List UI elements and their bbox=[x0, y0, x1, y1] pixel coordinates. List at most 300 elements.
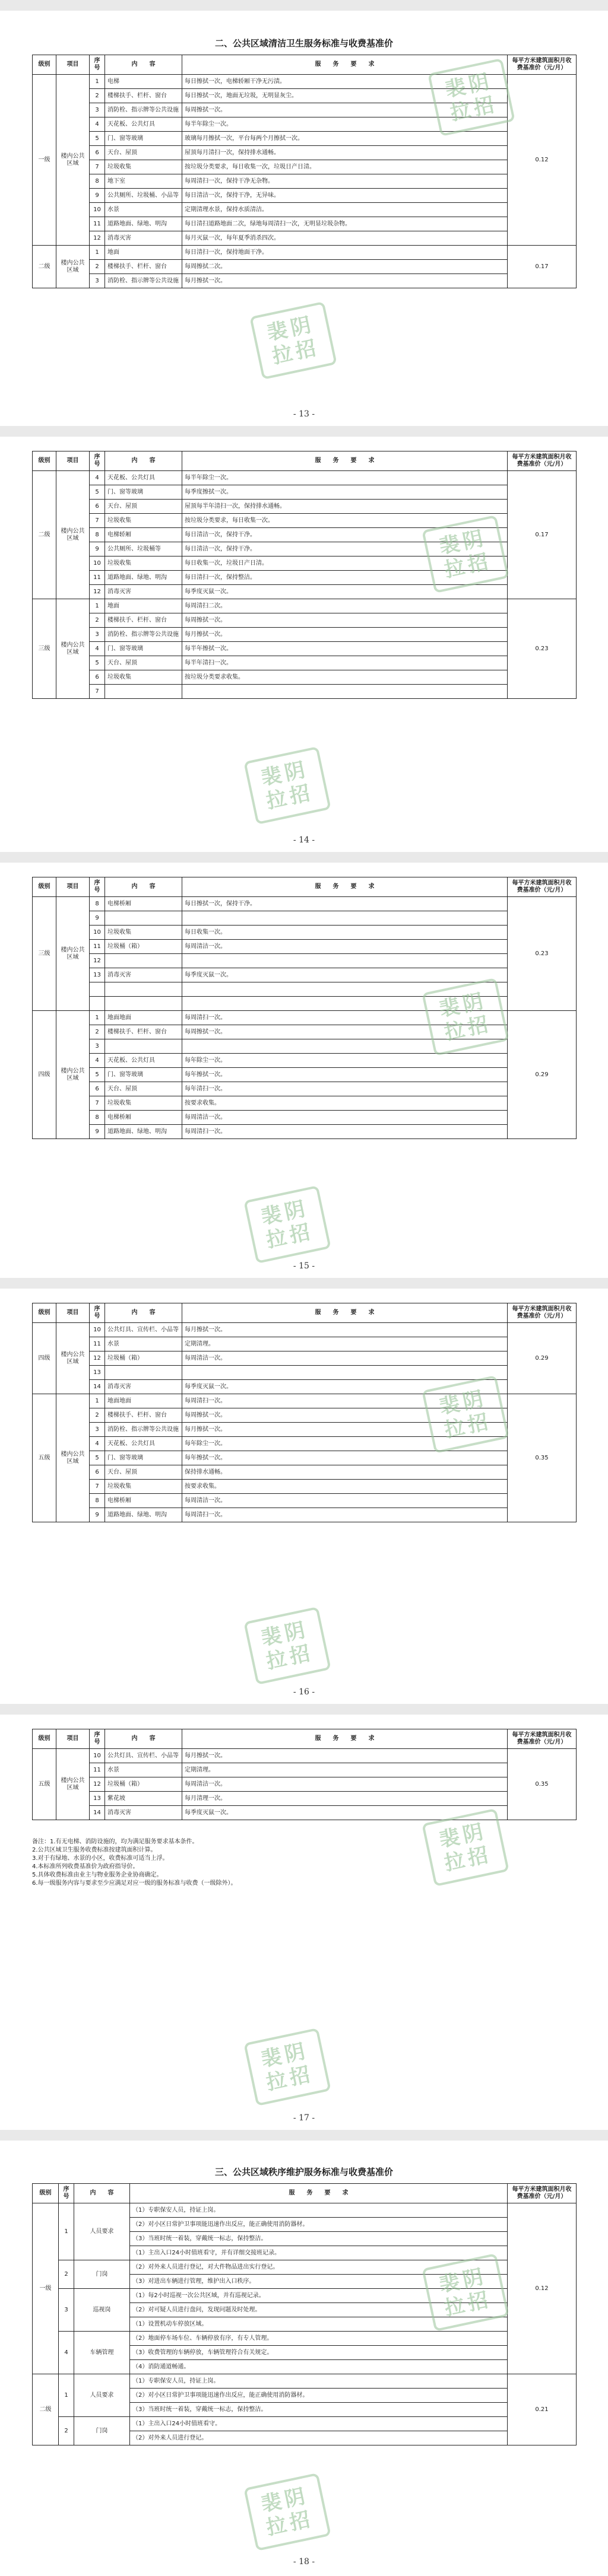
content-cell: 道路地面、绿地、明沟 bbox=[105, 1125, 182, 1139]
note-line: 5.具体收费标准由业主与物业服务企业协商确定。 bbox=[32, 1872, 163, 1878]
standard-cell: 每季度灭鼠一次。 bbox=[182, 1806, 508, 1820]
standard-cell: 每日清洁一次，保持干净。 bbox=[182, 542, 508, 556]
content-cell: 消毒灭害 bbox=[105, 1380, 182, 1394]
table-row bbox=[33, 471, 577, 485]
grade-cell: 一级 bbox=[33, 2203, 59, 2374]
standard-cell: （1）设置机动车停放区域。 bbox=[130, 2317, 508, 2332]
column-header-standard: 服 务 要 求 bbox=[182, 1303, 508, 1323]
seq-cell: 3 bbox=[90, 274, 105, 288]
seq-cell: 9 bbox=[90, 542, 105, 556]
table-row bbox=[33, 599, 577, 613]
table-row bbox=[33, 585, 577, 599]
standard-cell: 每日清洁一次，保持干净，无异味。 bbox=[182, 189, 508, 203]
standard-cell: 每日收集一次，垃圾日产日清。 bbox=[182, 556, 508, 571]
price-cell: 0.35 bbox=[508, 1394, 577, 1522]
seq-cell: 4 bbox=[90, 471, 105, 485]
column-header-grade: 级别 bbox=[33, 877, 56, 897]
note-line: 2.公共区域卫生服务收费标准按建筑面积计算。 bbox=[32, 1847, 157, 1853]
content-cell: 电梯轿厢 bbox=[105, 528, 182, 542]
table-row bbox=[33, 954, 577, 968]
seq-cell: 7 bbox=[90, 685, 105, 699]
content-cell: 消毒灭害 bbox=[105, 585, 182, 599]
standard-cell bbox=[182, 1366, 508, 1380]
column-header-standard: 服 务 要 求 bbox=[182, 1729, 508, 1749]
price-cell: 0.35 bbox=[508, 1749, 577, 1820]
content-cell: 楼梯扶手、栏杆、窗台 bbox=[105, 1025, 182, 1039]
content-cell: 消防栓、指示牌等公共设施 bbox=[105, 628, 182, 642]
seq-cell: 13 bbox=[90, 1792, 105, 1806]
grade-cell: 四级 bbox=[33, 1011, 56, 1139]
content-cell: 地面地面 bbox=[105, 1394, 182, 1408]
content-cell: 垃圾桶（箱） bbox=[105, 1777, 182, 1792]
table-row bbox=[33, 1508, 577, 1522]
seq-cell: 13 bbox=[90, 1366, 105, 1380]
column-header-standard: 服 务 要 求 bbox=[182, 55, 508, 75]
column-header-grade: 级别 bbox=[33, 451, 56, 471]
watermark-stamp: 裴阴 拉招 bbox=[422, 1808, 509, 1887]
seq-cell: 8 bbox=[90, 1494, 105, 1508]
table-header-row bbox=[33, 2184, 577, 2203]
table-row bbox=[33, 1323, 577, 1337]
standard-cell: 每月灭鼠一次，每年夏季消杀四次。 bbox=[182, 231, 508, 246]
standard-cell: 每半年除尘一次。 bbox=[182, 471, 508, 485]
column-header-seq: 序号 bbox=[90, 55, 105, 75]
content-cell: 垃圾收集 bbox=[105, 1480, 182, 1494]
table-row bbox=[33, 1082, 577, 1096]
standard-cell: 每月清理一次。 bbox=[182, 1792, 508, 1806]
standard-cell: 玻璃每月擦拭一次，平台每两个月擦拭一次。 bbox=[182, 132, 508, 146]
seq-cell: 1 bbox=[90, 1394, 105, 1408]
standard-cell: 每周擦拭一次。 bbox=[182, 1025, 508, 1039]
seq-cell: 2 bbox=[90, 260, 105, 274]
seq-cell: 12 bbox=[90, 585, 105, 599]
seq-cell: 11 bbox=[90, 217, 105, 231]
standard-cell bbox=[182, 911, 508, 926]
page-number: - 14 - bbox=[293, 835, 315, 845]
watermark-stamp: 裴阴 拉招 bbox=[422, 2253, 509, 2332]
standard-cell: 每日收集一次。 bbox=[182, 926, 508, 940]
seq-cell: 9 bbox=[90, 911, 105, 926]
table-row bbox=[33, 656, 577, 670]
watermark-stamp: 裴阴 拉招 bbox=[243, 2473, 331, 2551]
column-header-price: 每平方米建筑面积月收费基准价（元/月） bbox=[508, 451, 577, 471]
standard-cell: 每日清扫一次，保持整洁。 bbox=[182, 571, 508, 585]
content-cell: 门岗 bbox=[74, 2417, 130, 2445]
column-header-seq: 序号 bbox=[90, 451, 105, 471]
standard-cell: 每周清扫二次。 bbox=[182, 599, 508, 613]
page-separator bbox=[0, 2130, 608, 2141]
content-cell: 消毒灭害 bbox=[105, 968, 182, 982]
content-cell: 垃圾收集 bbox=[105, 514, 182, 528]
page-separator bbox=[0, 426, 608, 437]
standard-cell: 每季度擦拭一次。 bbox=[182, 485, 508, 500]
table-row bbox=[33, 1125, 577, 1139]
column-header-seq: 序号 bbox=[90, 877, 105, 897]
standard-cell: 每周清洁一次。 bbox=[182, 1351, 508, 1366]
table-row bbox=[33, 260, 577, 274]
table-row bbox=[33, 146, 577, 160]
content-cell: 天台、屋顶 bbox=[105, 656, 182, 670]
standard-cell: （2）对外来人员进行登记，对大件物品进出实行登记。 bbox=[130, 2260, 508, 2275]
seq-cell: 2 bbox=[90, 613, 105, 628]
page-separator bbox=[0, 852, 608, 863]
standard-cell: 每年清扫一次。 bbox=[182, 1082, 508, 1096]
grade-cell: 二级 bbox=[33, 2374, 59, 2445]
seq-cell: 12 bbox=[90, 1351, 105, 1366]
standard-cell: 每日清扫道路地面二次，绿地每周清扫一次，无明显垃圾杂物。 bbox=[182, 217, 508, 231]
table-row bbox=[33, 2374, 577, 2389]
clean-standard-table bbox=[32, 1729, 577, 1820]
standard-cell: 每年擦拭一次。 bbox=[182, 1068, 508, 1082]
column-header-item: 项目 bbox=[56, 1729, 90, 1749]
table-header-row bbox=[33, 1303, 577, 1323]
note-line: 3.对于有绿地、水景的小区，收费标准可适当上浮。 bbox=[32, 1855, 169, 1862]
seq-cell: 5 bbox=[90, 1068, 105, 1082]
standard-cell: 每日擦拭一次，地面无垃圾，无明显灰尘。 bbox=[182, 89, 508, 103]
table-row bbox=[33, 685, 577, 699]
content-cell: 垃圾桶（箱） bbox=[105, 1351, 182, 1366]
seq-cell: 5 bbox=[90, 132, 105, 146]
seq-cell: 1 bbox=[90, 75, 105, 89]
page-number: - 18 - bbox=[293, 2557, 315, 2567]
page-number: - 16 - bbox=[293, 1687, 315, 1697]
table-row bbox=[33, 174, 577, 189]
content-cell: 巡视岗 bbox=[74, 2289, 130, 2332]
content-cell: 道路地面、绿地、明沟 bbox=[105, 571, 182, 585]
item-cell: 楼内公共区域 bbox=[56, 1323, 90, 1394]
content-cell: 门、窗等玻璃 bbox=[105, 642, 182, 656]
column-header-item: 项目 bbox=[56, 55, 90, 75]
table-row bbox=[33, 1749, 577, 1763]
price-cell: 0.17 bbox=[508, 246, 577, 288]
content-cell: 天台、屋顶 bbox=[105, 1082, 182, 1096]
note-line: 4.本标准所列收费基准价为政府指导价。 bbox=[32, 1863, 139, 1870]
section-title: 二、公共区域清洁卫生服务标准与收费基准价 bbox=[214, 38, 393, 49]
seq-cell: 4 bbox=[90, 642, 105, 656]
table-row bbox=[33, 1068, 577, 1082]
grade-cell: 一级 bbox=[33, 75, 56, 246]
table-row bbox=[33, 897, 577, 911]
price-cell: 0.29 bbox=[508, 1323, 577, 1394]
page-separator bbox=[0, 1278, 608, 1289]
seq-cell: 5 bbox=[90, 656, 105, 670]
content-cell: 公共灯具、宣传栏、小品等 bbox=[105, 1749, 182, 1763]
table-row bbox=[33, 1111, 577, 1125]
standard-cell: （3）当班时统一着装，穿戴统一标志，保持整洁。 bbox=[130, 2403, 508, 2417]
seq-cell: 6 bbox=[90, 1465, 105, 1480]
seq-cell: 6 bbox=[90, 500, 105, 514]
content-cell: 垃圾收集 bbox=[105, 160, 182, 174]
standard-cell: 每年除尘一次。 bbox=[182, 1437, 508, 1451]
content-cell: 天花板、公共灯具 bbox=[105, 471, 182, 485]
grade-cell: 三级 bbox=[33, 599, 56, 699]
content-cell: 垃圾桶（箱） bbox=[105, 940, 182, 954]
standard-cell: 每半年擦拭一次。 bbox=[182, 642, 508, 656]
column-header-price: 每平方米建筑面积月收费基准价（元/月） bbox=[508, 55, 577, 75]
standard-cell: 每周清扫一次。 bbox=[182, 1125, 508, 1139]
table-row bbox=[33, 1096, 577, 1111]
column-header-content: 内 容 bbox=[105, 451, 182, 471]
seq-cell: 9 bbox=[90, 189, 105, 203]
column-header-seq: 序号 bbox=[59, 2184, 74, 2203]
seq-cell: 11 bbox=[90, 1337, 105, 1351]
column-header-standard: 服 务 要 求 bbox=[182, 451, 508, 471]
seq-cell: 12 bbox=[90, 231, 105, 246]
standard-cell: 保持排水通畅。 bbox=[182, 1465, 508, 1480]
content-cell: 门、窗等玻璃 bbox=[105, 132, 182, 146]
standard-cell: 按要求收集。 bbox=[182, 1480, 508, 1494]
content-cell: 人员要求 bbox=[74, 2374, 130, 2417]
seq-cell: 9 bbox=[90, 1508, 105, 1522]
seq-cell bbox=[90, 997, 105, 1011]
standard-cell: 每日清扫一次，保持地面干净。 bbox=[182, 246, 508, 260]
content-cell: 垃圾收集 bbox=[105, 926, 182, 940]
standard-cell: （1）主出入口24小时值班看守。 bbox=[130, 2417, 508, 2431]
item-cell: 楼内公共区域 bbox=[56, 1394, 90, 1522]
seq-cell: 10 bbox=[90, 556, 105, 571]
column-header-content: 内 容 bbox=[105, 1729, 182, 1749]
seq-cell: 3 bbox=[90, 628, 105, 642]
standard-cell: （2）对小区日常护卫事项能迅速作出反应，能正确使用消防器材。 bbox=[130, 2389, 508, 2403]
seq-cell: 1 bbox=[90, 1011, 105, 1025]
price-cell: 0.23 bbox=[508, 599, 577, 699]
column-header-price3: 每平方米建筑面积月收费基准价（元/月） bbox=[508, 2184, 577, 2203]
content-cell bbox=[105, 997, 182, 1011]
content-cell: 垃圾收集 bbox=[105, 670, 182, 685]
content-cell: 电梯桥厢 bbox=[105, 1111, 182, 1125]
content-cell: 垃圾收集 bbox=[105, 1096, 182, 1111]
table-row bbox=[33, 1494, 577, 1508]
item-cell: 楼内公共区域 bbox=[56, 471, 90, 599]
seq-cell: 11 bbox=[90, 571, 105, 585]
table-row bbox=[33, 1054, 577, 1068]
standard-cell: 每周清扫一次。 bbox=[182, 1508, 508, 1522]
grade-cell: 二级 bbox=[33, 471, 56, 599]
seq-cell: 14 bbox=[90, 1806, 105, 1820]
table-row bbox=[33, 911, 577, 926]
table-row bbox=[33, 1337, 577, 1351]
content-cell bbox=[105, 1039, 182, 1054]
content-cell: 道路地面、绿地、明沟 bbox=[105, 1508, 182, 1522]
standard-cell: 按要求收集。 bbox=[182, 1096, 508, 1111]
page-number: - 15 - bbox=[293, 1261, 315, 1271]
section-title: 三、公共区域秩序维护服务标准与收费基准价 bbox=[214, 2167, 393, 2177]
table-row bbox=[33, 1763, 577, 1777]
grade-cell: 四级 bbox=[33, 1323, 56, 1394]
standard-cell: 每周擦拭一次。 bbox=[182, 103, 508, 117]
column-header-content: 内 容 bbox=[105, 1303, 182, 1323]
seq-cell: 3 bbox=[90, 1423, 105, 1437]
content-cell: 地下室 bbox=[105, 174, 182, 189]
watermark-stamp: 裴阴 拉招 bbox=[243, 1185, 331, 1264]
seq-cell: 10 bbox=[90, 203, 105, 217]
table-header-row bbox=[33, 451, 577, 471]
table-header-row bbox=[33, 877, 577, 897]
seq-cell: 10 bbox=[90, 1749, 105, 1763]
grade-cell: 三级 bbox=[33, 897, 56, 1011]
content-cell: 公共厕所、垃圾桶等 bbox=[105, 542, 182, 556]
standard-cell: （3）对进出车辆进行管理，维护出入口秩序。 bbox=[130, 2275, 508, 2289]
content-cell: 水景 bbox=[105, 1337, 182, 1351]
seq-cell: 5 bbox=[90, 485, 105, 500]
note-line: 6.每一级服务内容与要求至少应满足对应一级的服务标准与收费（一级除外）。 bbox=[32, 1880, 237, 1887]
standard-cell: 每周清洁一次。 bbox=[182, 1777, 508, 1792]
column-header-price: 每平方米建筑面积月收费基准价（元/月） bbox=[508, 1729, 577, 1749]
content-cell: 水景 bbox=[105, 203, 182, 217]
watermark-stamp: 裴阴 拉招 bbox=[243, 746, 331, 825]
standard-cell: （1）主出入口24小时值班看守，并有详细交接班记录。 bbox=[130, 2246, 508, 2260]
seq-cell: 2 bbox=[59, 2260, 74, 2289]
seq-cell: 4 bbox=[59, 2332, 74, 2374]
table-row bbox=[33, 1351, 577, 1366]
content-cell: 车辆管理 bbox=[74, 2332, 130, 2374]
standard-cell: 按垃圾分类要求，每日收集一次，垃圾日产日清。 bbox=[182, 160, 508, 174]
table-row bbox=[33, 217, 577, 231]
seq-cell: 4 bbox=[90, 1054, 105, 1068]
standard-cell: （4）消防通道畅通。 bbox=[130, 2360, 508, 2374]
standard-cell: 每周清扫一次。 bbox=[182, 1394, 508, 1408]
standard-cell: 每日清洁一次，保持干净。 bbox=[182, 528, 508, 542]
standard-cell: （1）专职保安人员，持证上岗。 bbox=[130, 2203, 508, 2218]
table-row bbox=[33, 189, 577, 203]
column-header-content: 内 容 bbox=[105, 877, 182, 897]
column-header-grade: 级别 bbox=[33, 55, 56, 75]
content-cell: 门、窗等玻璃 bbox=[105, 1451, 182, 1465]
table-row bbox=[33, 2203, 577, 2218]
column-header-grade: 级别 bbox=[33, 1303, 56, 1323]
standard-cell: 屋顶每半年清扫一次，保持排水通畅。 bbox=[182, 500, 508, 514]
standard-cell bbox=[182, 685, 508, 699]
page-separator bbox=[0, 1704, 608, 1715]
content-cell: 消防栓、指示牌等公共设施 bbox=[105, 103, 182, 117]
watermark-stamp: 裴阴 拉招 bbox=[422, 515, 509, 593]
column-header-content: 内 容 bbox=[105, 55, 182, 75]
content-cell: 电梯桥厢 bbox=[105, 897, 182, 911]
table-row bbox=[33, 2332, 577, 2346]
standard-cell: （2）对小区日常护卫事项能迅速作出反应，能正确使用消防器材。 bbox=[130, 2218, 508, 2232]
seq-cell: 1 bbox=[59, 2203, 74, 2260]
seq-cell: 9 bbox=[90, 1125, 105, 1139]
content-cell bbox=[105, 954, 182, 968]
content-cell: 天花板、公共灯具 bbox=[105, 1437, 182, 1451]
content-cell bbox=[105, 1366, 182, 1380]
table-row bbox=[33, 231, 577, 246]
standard-cell: 每周清扫一次，保持干净无杂物。 bbox=[182, 174, 508, 189]
table-row bbox=[33, 1465, 577, 1480]
seq-cell: 6 bbox=[90, 1082, 105, 1096]
seq-cell: 5 bbox=[90, 1451, 105, 1465]
seq-cell: 2 bbox=[90, 89, 105, 103]
table-row bbox=[33, 670, 577, 685]
standard-cell: 每月擦拭一次。 bbox=[182, 1423, 508, 1437]
content-cell: 楼梯扶手、栏杆、窗台 bbox=[105, 89, 182, 103]
standard-cell: （2）对外来人员进行登记。 bbox=[130, 2431, 508, 2445]
price-cell: 0.29 bbox=[508, 1011, 577, 1139]
seq-cell: 2 bbox=[90, 1408, 105, 1423]
seq-cell: 7 bbox=[90, 1480, 105, 1494]
seq-cell: 8 bbox=[90, 897, 105, 911]
page-separator bbox=[0, 0, 608, 11]
seq-cell: 10 bbox=[90, 926, 105, 940]
standard-cell: 每月擦拭一次。 bbox=[182, 628, 508, 642]
table-row bbox=[33, 1451, 577, 1465]
standard-cell: 每周清洁一次。 bbox=[182, 1494, 508, 1508]
seq-cell: 1 bbox=[90, 246, 105, 260]
grade-cell: 五级 bbox=[33, 1394, 56, 1522]
table-row bbox=[33, 2417, 577, 2431]
standard-cell: （1）每2小时巡视一次公共区域，并有巡视记录。 bbox=[130, 2289, 508, 2303]
content-cell: 消防栓、指示牌等公共设施 bbox=[105, 274, 182, 288]
table-row bbox=[33, 500, 577, 514]
standard-cell: （3）收费管理的车辆停放，车辆管理符合有关规定。 bbox=[130, 2346, 508, 2360]
standard-cell: 每半年清扫一次。 bbox=[182, 656, 508, 670]
content-cell: 紫花坡 bbox=[105, 1792, 182, 1806]
table-row bbox=[33, 940, 577, 954]
seq-cell: 11 bbox=[90, 940, 105, 954]
content-cell: 门、窗等玻璃 bbox=[105, 485, 182, 500]
seq-cell: 11 bbox=[90, 1763, 105, 1777]
item-cell: 楼内公共区域 bbox=[56, 1011, 90, 1139]
standard-cell: 每日擦拭一次，保持干净。 bbox=[182, 897, 508, 911]
content-cell: 门岗 bbox=[74, 2260, 130, 2289]
standard-cell: （2）对可疑人员进行盘问，发现问题及时处理。 bbox=[130, 2303, 508, 2317]
content-cell: 水景 bbox=[105, 1763, 182, 1777]
content-cell: 楼梯扶手、栏杆、窗台 bbox=[105, 613, 182, 628]
table-row bbox=[33, 613, 577, 628]
content-cell: 消防栓、指示牌等公共设施 bbox=[105, 1423, 182, 1437]
seq-cell: 2 bbox=[59, 2417, 74, 2445]
table-row bbox=[33, 246, 577, 260]
content-cell bbox=[105, 982, 182, 997]
content-cell: 地面地面 bbox=[105, 1011, 182, 1025]
item-cell: 楼内公共区域 bbox=[56, 75, 90, 246]
table-row bbox=[33, 628, 577, 642]
price-cell: 0.12 bbox=[508, 2203, 577, 2374]
page-number: - 17 - bbox=[293, 2113, 315, 2123]
column-header-price: 每平方米建筑面积月收费基准价（元/月） bbox=[508, 877, 577, 897]
standard-cell: （1）专职保安人员，持证上岗。 bbox=[130, 2374, 508, 2389]
column-header-grade: 级别 bbox=[33, 2184, 59, 2203]
standard-cell: （2）地面停车场车位、车辆停放有序，有专人管理。 bbox=[130, 2332, 508, 2346]
content-cell: 电梯桥厢 bbox=[105, 1494, 182, 1508]
standard-cell: 每日擦拭一次，电梯轿厢干净无污渍。 bbox=[182, 75, 508, 89]
seq-cell: 4 bbox=[90, 1437, 105, 1451]
table-row bbox=[33, 485, 577, 500]
item-cell: 楼内公共区域 bbox=[56, 897, 90, 1011]
table-row bbox=[33, 274, 577, 288]
watermark-stamp: 裴阴 拉招 bbox=[243, 1607, 331, 1685]
column-header-item: 项目 bbox=[56, 1303, 90, 1323]
standard-cell: 每年擦拭一次。 bbox=[182, 1451, 508, 1465]
column-header-item: 项目 bbox=[56, 451, 90, 471]
seq-cell: 7 bbox=[90, 160, 105, 174]
column-header-standard: 服 务 要 求 bbox=[182, 877, 508, 897]
seq-cell: 10 bbox=[90, 1323, 105, 1337]
seq-cell: 8 bbox=[90, 528, 105, 542]
price-cell: 0.21 bbox=[508, 2374, 577, 2445]
column-header-standard: 服 务 要 求 bbox=[130, 2184, 508, 2203]
seq-cell: 8 bbox=[90, 1111, 105, 1125]
standard-cell: 每周擦拭一次。 bbox=[182, 613, 508, 628]
standard-cell: 每周清扫一次。 bbox=[182, 1011, 508, 1025]
standard-cell: 每周擦拭一次。 bbox=[182, 1408, 508, 1423]
price-cell: 0.17 bbox=[508, 471, 577, 599]
table-row bbox=[33, 642, 577, 656]
watermark-stamp: 裴阴 拉招 bbox=[249, 301, 337, 380]
standard-cell: 每半年除尘一次。 bbox=[182, 117, 508, 132]
content-cell: 地面 bbox=[105, 246, 182, 260]
standard-cell: 定期清理。 bbox=[182, 1337, 508, 1351]
